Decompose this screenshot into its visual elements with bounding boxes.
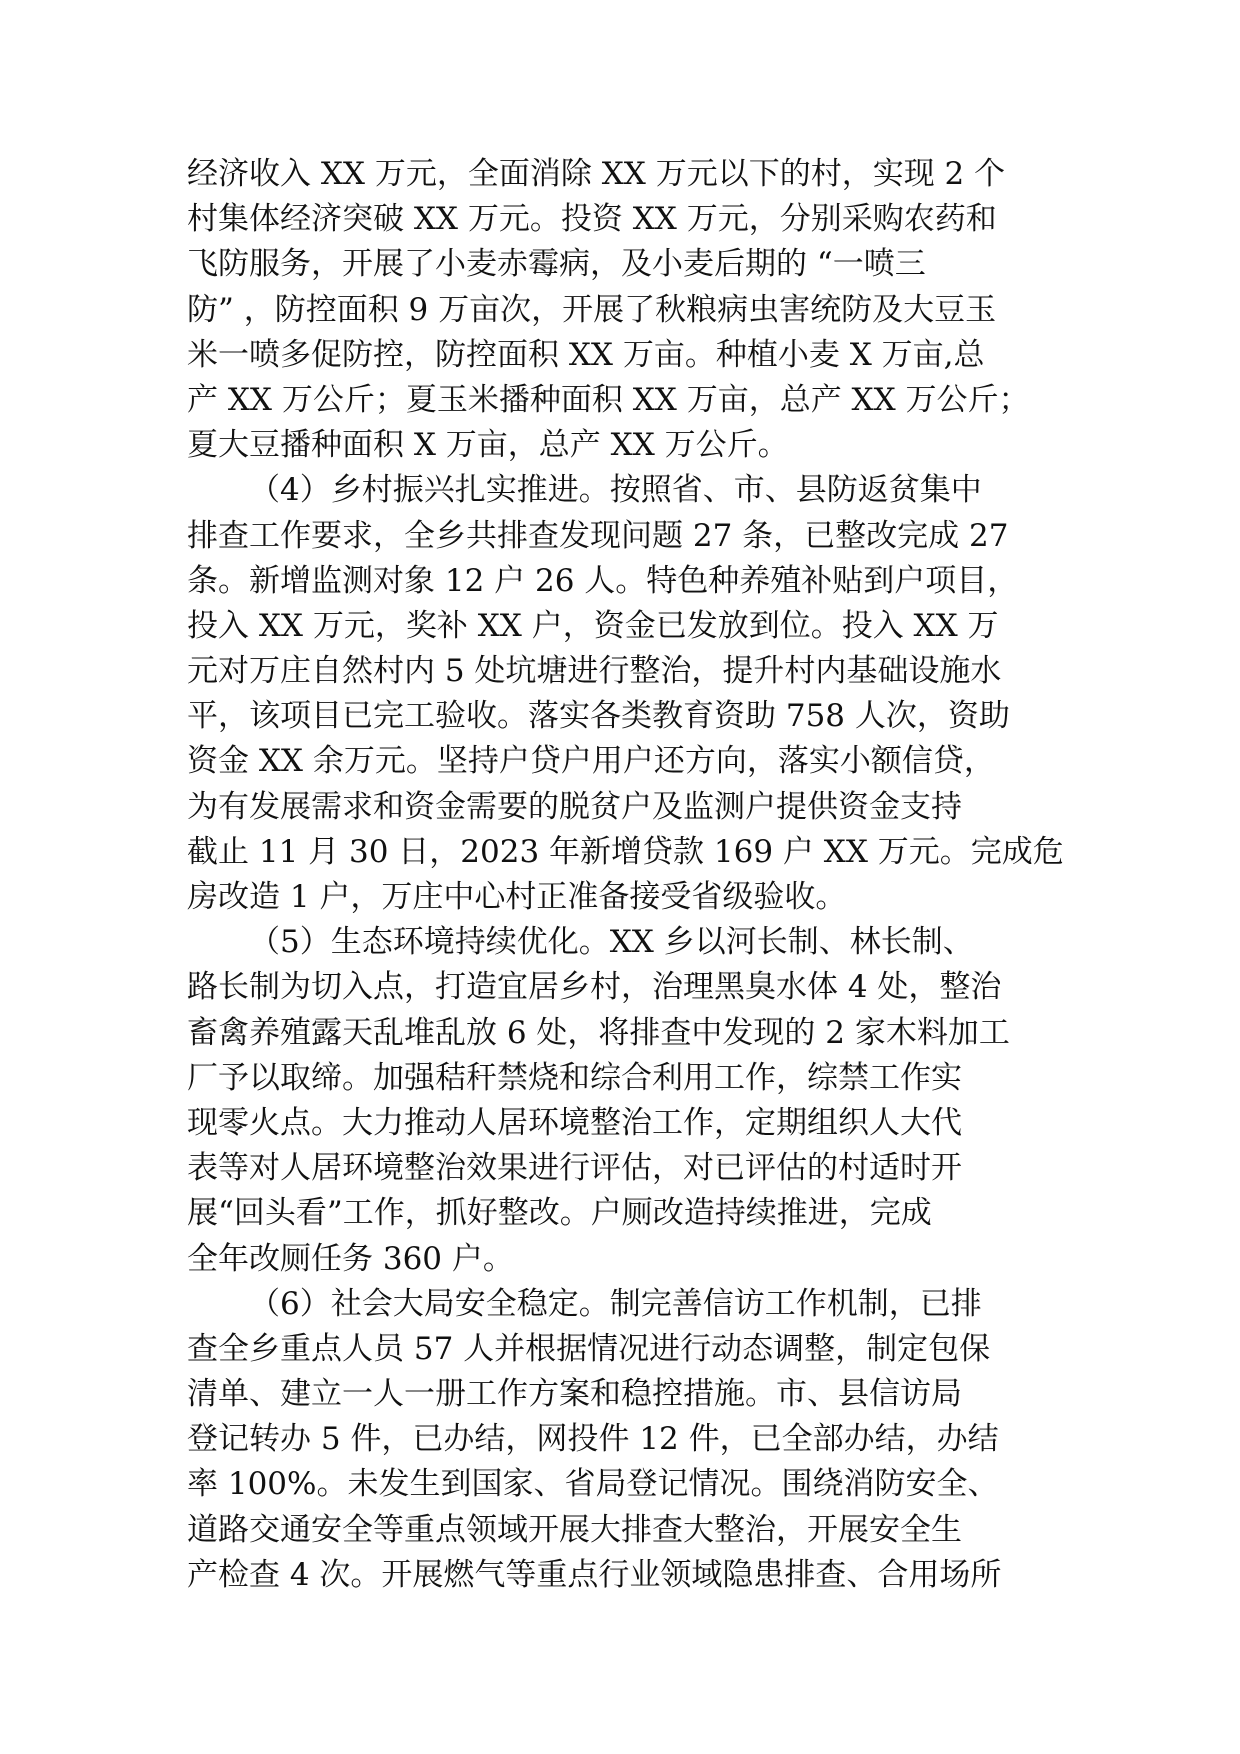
paragraph-line: 率 100%。未发生到国家、省局登记情况。围绕消防安全、 <box>187 1466 999 1503</box>
paragraph-line: 米一喷多促防控，防控面积 XX 万亩。种植小麦 X 万亩,总 <box>187 336 985 373</box>
paragraph-line: 展“回头看”工作，抓好整改。户厕改造持续推进，完成 <box>187 1195 932 1232</box>
paragraph-line: 畜禽养殖露天乱堆乱放 6 处，将排查中发现的 2 家木料加工 <box>187 1014 1010 1051</box>
paragraph-line: 全年改厕任务 360 户。 <box>187 1240 514 1277</box>
section-heading-line: （6）社会大局安全稳定。制完善信访工作机制，已排 <box>249 1285 982 1322</box>
paragraph-line: 房改造 1 户，万庄中心村正准备接受省级验收。 <box>187 879 847 915</box>
paragraph-line: 道路交通安全等重点领域开展大排查大整治，开展安全生 <box>187 1511 962 1548</box>
paragraph-line: 平，该项目已完工验收。落实各类教育资助 758 人次，资助 <box>187 698 1010 735</box>
paragraph-line: 产 XX 万公斤；夏玉米播种面积 XX 万亩，总产 XX 万公斤； <box>187 381 1030 418</box>
section-heading-line: （5）生态环境持续优化。XX 乡以河长制、林长制、 <box>249 924 974 961</box>
paragraph-line: 厂予以取缔。加强秸秆禁烧和综合利用工作，综禁工作实 <box>187 1059 962 1096</box>
paragraph-line: 飞防服务，开展了小麦赤霉病，及小麦后期的 “一喷三 <box>187 246 926 283</box>
paragraph-line: 村集体经济突破 XX 万元。投资 XX 万元，分别采购农药和 <box>187 201 997 238</box>
paragraph-line: 登记转办 5 件，已办结，网投件 12 件，已全部办结，办结 <box>187 1421 999 1458</box>
paragraph-line: 为有发展需求和资金需要的脱贫户及监测户提供资金支持 <box>187 788 962 825</box>
paragraph-line: 防” ，防控面积 9 万亩次，开展了秋粮病虫害统防及大豆玉 <box>187 291 997 328</box>
body-text <box>187 152 1067 1598</box>
section-heading-line: （4）乡村振兴扎实推进。按照省、市、县防返贫集中 <box>249 472 982 509</box>
paragraph-line: 元对万庄自然村内 5 处坑塘进行整治，提升村内基础设施水 <box>187 653 1002 690</box>
paragraph-line: 条。新增监测对象 12 户 26 人。特色种养殖补贴到户项目， <box>187 562 1019 599</box>
paragraph-line: 产检查 4 次。开展燃气等重点行业领域隐患排查、合用场所 <box>187 1556 1002 1593</box>
paragraph-line: 夏大豆播种面积 X 万亩，总产 XX 万公斤。 <box>187 427 789 464</box>
paragraph-line: 查全乡重点人员 57 人并根据情况进行动态调整，制定包保 <box>187 1330 991 1367</box>
paragraph-line: 排查工作要求，全乡共排查发现问题 27 条，已整改完成 27 <box>187 517 1009 554</box>
paragraph-line: 路长制为切入点，打造宜居乡村，治理黑臭水体 4 处，整治 <box>187 969 1002 1006</box>
paragraph-line: 截止 11 月 30 日，2023 年新增贷款 169 户 XX 万元。完成危 <box>187 833 1064 870</box>
paragraph-line: 经济收入 XX 万元，全面消除 XX 万元以下的村，实现 2 个 <box>187 156 1006 192</box>
paragraph-line: 表等对人居环境整治效果进行评估，对已评估的村适时开 <box>187 1150 962 1187</box>
paragraph-line: 清单、建立一人一册工作方案和稳控措施。市、县信访局 <box>187 1376 962 1413</box>
paragraph-line: 投入 XX 万元，奖补 XX 户，资金已发放到位。投入 XX 万 <box>187 607 999 644</box>
paragraph-line: 资金 XX 余万元。坚持户贷户用户还方向，落实小额信贷， <box>187 743 995 780</box>
paragraph-line: 现零火点。大力推动人居环境整治工作，定期组织人大代 <box>187 1104 962 1141</box>
